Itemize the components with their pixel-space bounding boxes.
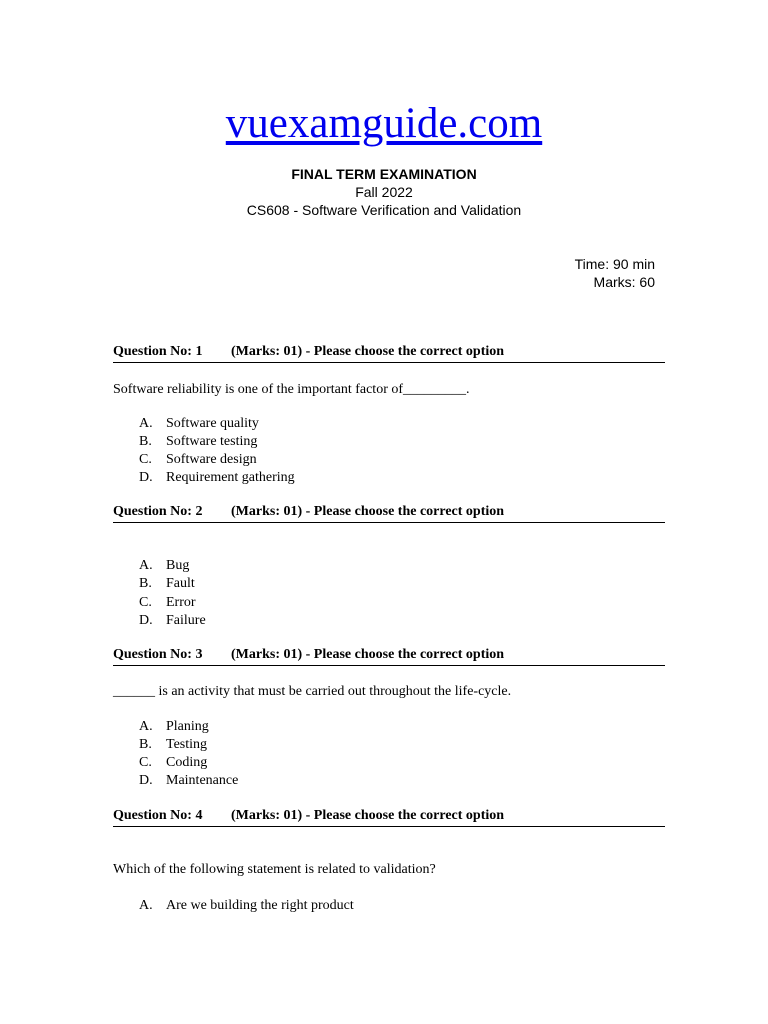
option-text: Testing bbox=[166, 737, 208, 752]
question-text: Which of the following statement is related to validation? bbox=[113, 862, 436, 877]
option-letter: C. bbox=[139, 755, 152, 770]
option-text: Fault bbox=[166, 576, 195, 591]
option-item bbox=[139, 736, 207, 754]
question-number: Question No: 4 bbox=[113, 808, 203, 823]
question-text: ______ is an activity that must be carried out throughout the life-cycle. bbox=[113, 684, 512, 699]
option-text: Coding bbox=[166, 755, 208, 770]
question-header bbox=[113, 504, 665, 523]
option-item bbox=[139, 433, 257, 451]
option-letter: D. bbox=[139, 773, 153, 788]
exam-marks: Marks: 60 bbox=[593, 274, 655, 290]
option-text: Planing bbox=[166, 719, 209, 734]
question-header bbox=[113, 808, 665, 827]
question-number: Question No: 2 bbox=[113, 504, 203, 519]
option-item bbox=[139, 612, 206, 630]
option-letter: A. bbox=[139, 558, 153, 573]
option-letter: A. bbox=[139, 898, 153, 913]
option-text: Software design bbox=[166, 452, 257, 467]
option-letter: A. bbox=[139, 719, 153, 734]
option-text: Maintenance bbox=[166, 773, 239, 788]
option-letter: B. bbox=[139, 576, 152, 591]
exam-term: Fall 2022 bbox=[355, 184, 413, 200]
option-item bbox=[139, 718, 209, 736]
site-link[interactable]: vuexamguide.com bbox=[225, 100, 543, 147]
option-item bbox=[139, 469, 295, 487]
question-instruction: (Marks: 01) - Please choose the correct option bbox=[231, 647, 505, 662]
exam-time: Time: 90 min bbox=[574, 256, 655, 272]
question-header bbox=[113, 344, 665, 363]
question-instruction: (Marks: 01) - Please choose the correct option bbox=[231, 344, 505, 359]
option-item bbox=[139, 594, 196, 612]
option-letter: C. bbox=[139, 595, 152, 610]
option-letter: A. bbox=[139, 416, 153, 431]
question-header bbox=[113, 647, 665, 666]
option-text: Bug bbox=[166, 558, 190, 573]
option-text: Are we building the right product bbox=[166, 898, 354, 913]
question-instruction: (Marks: 01) - Please choose the correct option bbox=[231, 808, 505, 823]
option-item bbox=[139, 451, 257, 469]
option-text: Software quality bbox=[166, 416, 259, 431]
option-text: Error bbox=[166, 595, 196, 610]
question-number: Question No: 1 bbox=[113, 344, 203, 359]
option-text: Software testing bbox=[166, 434, 258, 449]
option-letter: B. bbox=[139, 737, 152, 752]
option-letter: D. bbox=[139, 613, 153, 628]
option-item bbox=[139, 754, 207, 772]
course-title: CS608 - Software Verification and Validation bbox=[246, 202, 522, 218]
option-letter: C. bbox=[139, 452, 152, 467]
option-text: Failure bbox=[166, 613, 206, 628]
option-item bbox=[139, 557, 189, 575]
option-letter: D. bbox=[139, 470, 153, 485]
option-item bbox=[139, 897, 354, 915]
option-item bbox=[139, 575, 195, 593]
question-text: Software reliability is one of the important factor of_________. bbox=[113, 382, 470, 397]
option-letter: B. bbox=[139, 434, 152, 449]
option-item bbox=[139, 772, 238, 790]
question-instruction: (Marks: 01) - Please choose the correct option bbox=[231, 504, 505, 519]
question-number: Question No: 3 bbox=[113, 647, 203, 662]
exam-title: FINAL TERM EXAMINATION bbox=[291, 166, 477, 182]
option-text: Requirement gathering bbox=[166, 470, 295, 485]
option-item bbox=[139, 415, 259, 433]
